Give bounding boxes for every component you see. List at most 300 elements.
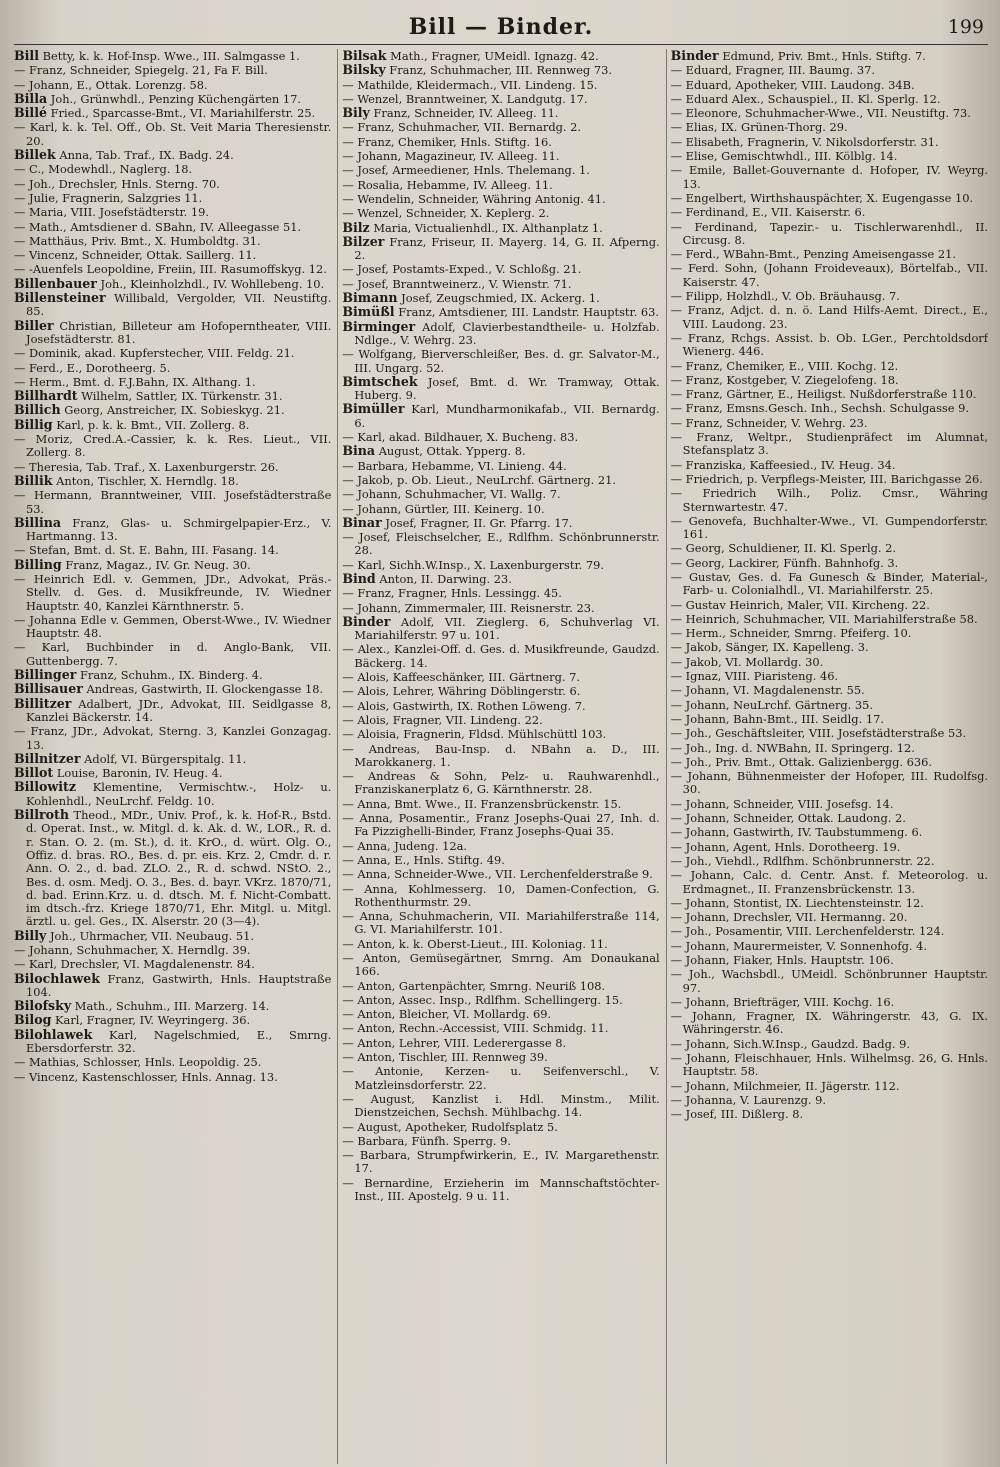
directory-entry — [671, 797, 988, 811]
entry-surname: Bimann — [342, 290, 398, 306]
entry-details: — Alex., Kanzlei-Off. d. Ges. d. Musikfreunde, Gaudzd. Bäckerg. 14. — [342, 642, 660, 670]
entry-details: — Joh., Ing. d. NWBahn, II. Springerg. 12. — [670, 740, 915, 755]
entry-details: — Johann, Magazineur, IV. Alleeg. 11. — [342, 149, 560, 164]
entry-surname: Billisauer — [14, 681, 83, 697]
entry-details: — Anton, Gemüsegärtner, Smrng. Am Donaukanal 166. — [342, 951, 660, 979]
entry-surname: Binder — [342, 613, 391, 629]
entry-details: Karl, Mundharmonikafab., VII. Bernardg. 6. — [354, 402, 660, 430]
entry-details: — Eleonore, Schuhmacher-Wwe., VII. Neustiftg. 73. — [670, 106, 971, 121]
directory-entry — [671, 486, 988, 514]
directory-entry — [342, 487, 659, 501]
directory-entry — [671, 514, 988, 542]
directory-entry — [671, 1079, 988, 1093]
entry-surname: Billina — [14, 514, 62, 530]
directory-entry — [14, 49, 331, 63]
entry-details: Josef, Fragner, II. Gr. Pfarrg. 17. — [381, 515, 573, 530]
directory-entry — [342, 63, 659, 77]
entry-surname: Billenbauer — [14, 275, 97, 291]
directory-entry — [342, 262, 659, 276]
directory-entry — [14, 957, 331, 971]
entry-details: — Anton, Lehrer, VIII. Lederergasse 8. — [342, 1035, 567, 1050]
entry-surname: Billig — [14, 416, 53, 432]
directory-entry — [342, 867, 659, 881]
directory-entry — [671, 49, 988, 63]
entry-surname: Billhardt — [14, 388, 78, 404]
entry-details: Joh., Grünwhdl., Penzing Küchengärten 17. — [47, 91, 301, 106]
entry-details: August, Ottak. Ypperg. 8. — [375, 444, 526, 459]
directory-entry — [671, 458, 988, 472]
directory-entry — [14, 558, 331, 572]
directory-entry — [671, 840, 988, 854]
directory-entry — [14, 460, 331, 474]
entry-details: Josef, Bmt. d. Wr. Tramway, Ottak. Huberg. 9. — [354, 374, 660, 403]
directory-entry — [671, 205, 988, 219]
entry-surname: Bilochlawek — [14, 970, 100, 986]
directory-entry — [342, 178, 659, 192]
directory-entry — [671, 612, 988, 626]
entry-details: Andreas, Gastwirth, II. Glockengasse 18. — [82, 682, 324, 697]
entry-details: — Franz, Chemiker, E., VIII. Kochg. 12. — [670, 358, 899, 373]
directory-entry — [671, 556, 988, 570]
entry-details: Edmund, Priv. Bmt., Hnls. Stiftg. 7. — [718, 49, 926, 63]
directory-entry — [342, 951, 659, 979]
entry-details: — Johann, VI. Magdalenenstr. 55. — [670, 683, 865, 698]
entry-details: — Joh., Priv. Bmt., Ottak. Galizienbergg. 636. — [670, 754, 932, 769]
entry-details: Willibald, Vergolder, VII. Neustiftg. 85. — [26, 291, 332, 319]
entry-details: — Wenzel, Schneider, X. Keplerg. 2. — [342, 206, 550, 221]
entry-details: — Johann, Calc. d. Centr. Anst. f. Meteorolog. u. Erdmagnet., II. Franzensbrückenstr. 13. — [670, 868, 988, 896]
entry-details: — Franz, Schneider, V. Wehrg. 23. — [670, 415, 868, 430]
entry-details: — Johann, Stontist, IX. Liechtensteinstr. 12. — [670, 895, 924, 910]
directory-entry — [671, 868, 988, 896]
directory-entry — [14, 375, 331, 389]
entry-surname: Billik — [14, 472, 53, 488]
entry-details: — Franz, Chemiker, Hnls. Stiftg. 16. — [342, 134, 552, 149]
directory-entry — [14, 697, 331, 725]
entry-details: — Josef, Postamts-Exped., V. Schloßg. 21. — [342, 262, 582, 277]
directory-entry — [671, 1009, 988, 1037]
entry-surname: Binder — [670, 49, 719, 63]
entry-details: Math., Schuhm., III. Marzerg. 14. — [71, 999, 270, 1014]
entry-surname: Bina — [342, 443, 376, 459]
entry-details: — Bernardine, Erzieherin im Mannschaftstöchter-Inst., III. Apostelg. 9 u. 11. — [342, 1175, 660, 1204]
directory-entry — [14, 516, 331, 544]
directory-entry — [671, 359, 988, 373]
entry-surname: Billé — [14, 105, 48, 121]
directory-entry — [14, 248, 331, 262]
entry-details: — Joh., Posamentir, VIII. Lerchenfelderstr. 124. — [670, 924, 945, 939]
entry-details: — Barbara, Fünfh. Sperrg. 9. — [342, 1133, 512, 1148]
directory-entry — [14, 220, 331, 234]
directory-entry — [14, 78, 331, 92]
entry-details: — Gustav, Ges. d. Fa Gunesch & Binder, Material-, Farb- u. Colonialhdl., VI. Mariahilferstr. 25. — [670, 569, 988, 598]
directory-entry — [342, 305, 659, 319]
directory-entry — [342, 1134, 659, 1148]
entry-details: — Engelbert, Wirthshauspächter, X. Eugengasse 10. — [670, 190, 974, 205]
directory-entry — [14, 262, 331, 276]
directory-entry — [342, 530, 659, 558]
entry-details: — Ferdinand, Tapezir.- u. Tischlerwarenhdl., II. Circusg. 8. — [670, 219, 988, 247]
directory-entry — [14, 291, 331, 319]
directory-entry — [342, 727, 659, 741]
entry-details: — Franz, Weltpr., Studienpräfect im Alumnat, Stefansplatz 3. — [670, 430, 988, 458]
directory-entry — [342, 120, 659, 134]
entry-details: — Johann, Milchmeier, II. Jägerstr. 112. — [670, 1078, 900, 1093]
directory-entry — [14, 403, 331, 417]
entry-details: Adolf, VI. Bürgerspitalg. 11. — [80, 751, 247, 766]
directory-entry — [671, 191, 988, 205]
entry-details: Louise, Baronin, IV. Heug. 4. — [53, 766, 223, 781]
directory-entry — [14, 752, 331, 766]
directory-entry — [14, 1013, 331, 1027]
directory-entry — [671, 712, 988, 726]
directory-entry — [14, 346, 331, 360]
directory-entry — [14, 488, 331, 516]
directory-entry — [671, 1037, 988, 1051]
directory-entry — [342, 516, 659, 530]
directory-entry — [671, 939, 988, 953]
directory-entry — [342, 192, 659, 206]
directory-entry — [342, 979, 659, 993]
entry-details: — Joh., Geschäftsleiter, VIII. Josefstädterstraße 53. — [670, 726, 967, 741]
directory-entry — [342, 558, 659, 572]
page-number: 199 — [947, 16, 984, 38]
entry-details: — Johann, Agent, Hnls. Dorotheerg. 19. — [670, 839, 901, 854]
entry-details: Wilhelm, Sattler, IX. Türkenstr. 31. — [77, 389, 283, 404]
entry-details: — Ferd., E., Dorotheerg. 5. — [14, 360, 171, 375]
directory-entry — [671, 92, 988, 106]
entry-details: — Barbara, Hebamme, VI. Linieng. 44. — [342, 458, 567, 473]
entry-details: — Theresia, Tab. Traf., X. Laxenburgerstr. 26. — [14, 459, 279, 474]
entry-details: — Heinrich Edl. v. Gemmen, JDr., Advokat, Präs.-Stellv. d. Ges. d. Musikfreunde, IV. Wiedner Hauptstr. 40, Kanzlei Kärnthnerstr. 5. — [14, 571, 332, 613]
entry-details: — Eduard, Apotheker, VIII. Laudong. 34B. — [670, 77, 915, 92]
directory-entry — [671, 401, 988, 415]
directory-entry — [671, 626, 988, 640]
entry-details: — Franz, Kostgeber, V. Ziegelofeng. 18. — [670, 372, 899, 387]
directory-entry — [671, 261, 988, 289]
directory-entry — [671, 135, 988, 149]
directory-entry — [14, 106, 331, 120]
directory-entry — [342, 699, 659, 713]
directory-entry — [14, 780, 331, 808]
directory-entry — [671, 854, 988, 868]
directory-entry — [342, 277, 659, 291]
directory-entry — [671, 416, 988, 430]
entry-details: — Franz, Adjct. d. n. ö. Land Hilfs-Aemt. Direct., E., VIII. Laudong. 23. — [670, 303, 988, 331]
entry-details: — Anna, Kohlmesserg. 10, Damen-Confection, G. Rothenthurmstr. 29. — [342, 881, 660, 909]
entry-details: — Johann, Gastwirth, IV. Taubstummeng. 6. — [670, 825, 923, 840]
directory-entry — [342, 670, 659, 684]
entry-surname: Bilsak — [342, 49, 387, 63]
directory-entry — [14, 191, 331, 205]
entry-details: Fried., Sparcasse-Bmt., VI. Mariahilferstr. 25. — [47, 106, 316, 121]
entry-surname: Billroth — [14, 807, 70, 823]
directory-entry — [342, 163, 659, 177]
directory-entry — [342, 769, 659, 797]
entry-surname: Bilzer — [342, 233, 385, 249]
directory-entry — [342, 78, 659, 92]
directory-entry — [14, 418, 331, 432]
directory-entry — [14, 148, 331, 162]
entry-details: — Franz, Schuhmacher, VII. Bernardg. 2. — [342, 120, 582, 135]
entry-surname: Bilz — [342, 219, 370, 235]
entry-details: — Hermann, Branntweiner, VIII. Josefstädterstraße 53. — [14, 488, 332, 516]
directory-entry — [14, 808, 331, 929]
directory-entry — [671, 120, 988, 134]
entry-details: — Herm., Schneider, Smrng. Pfeiferg. 10. — [670, 626, 912, 641]
directory-entry — [671, 387, 988, 401]
directory-entry — [671, 825, 988, 839]
entry-surname: Bilsky — [342, 62, 386, 78]
directory-entry — [342, 1092, 659, 1120]
directory-entry — [671, 640, 988, 654]
directory-entry — [342, 459, 659, 473]
entry-surname: Biller — [14, 317, 54, 333]
entry-details: — Franziska, Kaffeesied., IV. Heug. 34. — [670, 457, 896, 472]
entry-details: — Genovefa, Buchhalter-Wwe., VI. Gumpendorferstr. 161. — [670, 513, 988, 542]
entry-details: Franz, Friseur, II. Mayerg. 14, G. II. Afperng. 2. — [354, 234, 660, 263]
entry-details: Franz, Schuhmacher, III. Rennweg 73. — [385, 63, 612, 78]
entry-details: — Anton, Gartenpächter, Smrng. Neuriß 108. — [342, 978, 606, 993]
entry-surname: Bimtschek — [342, 373, 418, 389]
entry-details: — Johann, Bühnenmeister der Hofoper, III. Rudolfsg. 30. — [670, 769, 988, 797]
entry-details: — Jakob, p. Ob. Lieut., NeuLrchf. Gärtnerg. 21. — [342, 472, 617, 487]
entry-surname: Billek — [14, 147, 56, 163]
entry-surname: Billowitz — [14, 779, 76, 795]
entry-details: — Maria, VIII. Josefstädterstr. 19. — [14, 205, 210, 220]
directory-entry — [671, 106, 988, 120]
directory-entry — [14, 943, 331, 957]
directory-entry — [14, 92, 331, 106]
directory-entry — [342, 1148, 659, 1176]
entry-surname: Billnitzer — [14, 750, 81, 766]
entry-surname: Billinger — [14, 667, 77, 683]
entry-details: — Anna, E., Hnls. Stiftg. 49. — [342, 852, 505, 867]
directory-entry — [14, 1028, 331, 1056]
directory-entry — [14, 668, 331, 682]
entry-details: — Emile, Ballet-Gouvernante d. Hofoper, IV. Weyrg. 13. — [670, 163, 988, 191]
directory-entry — [671, 755, 988, 769]
directory-entry — [342, 684, 659, 698]
directory-entry — [342, 1120, 659, 1134]
directory-entry — [671, 726, 988, 740]
entry-details: — Wendelin, Schneider, Währing Antonig. 41. — [342, 191, 606, 206]
directory-entry — [14, 766, 331, 780]
column-2 — [337, 49, 659, 1464]
entry-details: — Anton, Rechn.-Accessist, VIII. Schmidg. 11. — [342, 1021, 609, 1036]
entry-details: — Anna, Posamentir., Franz Josephs-Quai 27, Inh. d. Fa Pizzighelli-Binder, Franz Josephs-Quai 35. — [342, 811, 660, 839]
entry-surname: Bimüller — [342, 401, 405, 417]
entry-details: Karl, Fragner, IV. Weyringerg. 36. — [51, 1013, 251, 1028]
entry-details: Anton, II. Darwing. 23. — [375, 571, 512, 586]
entry-details: — Wenzel, Branntweiner, X. Landgutg. 17. — [342, 91, 588, 106]
entry-surname: Billa — [14, 90, 48, 106]
entry-details: — Johann, Schneider, VIII. Josefsg. 14. — [670, 796, 894, 811]
directory-entry — [342, 430, 659, 444]
directory-entry — [671, 303, 988, 331]
directory-entry — [14, 1055, 331, 1069]
entry-details: — Eduard Alex., Schauspiel., II. Kl. Sperlg. 12. — [670, 91, 941, 106]
entry-details: Math., Fragner, UMeidl. Ignazg. 42. — [386, 49, 599, 63]
entry-details: Franz, Glas- u. Schmirgelpapier-Erz., V. Hartmanng. 13. — [26, 515, 332, 544]
entry-surname: Billing — [14, 556, 62, 572]
entry-details: — Joh., Viehdl., Rdlfhm. Schönbrunnerstr. 22. — [670, 853, 935, 868]
directory-entry — [671, 541, 988, 555]
entry-details: — Karl, k. k. Tel. Off., Ob. St. Veit Maria Theresienstr. 20. — [14, 120, 332, 148]
directory-entry — [14, 277, 331, 291]
entry-details: Adolf, Clavierbestandtheile- u. Holzfab. Ndlge., V. Wehrg. 23. — [354, 319, 660, 347]
entry-details: Joh., Kleinholzhdl., IV. Wohllebeng. 10. — [96, 276, 325, 291]
directory-entry — [14, 361, 331, 375]
entry-surname: Bilofsky — [14, 998, 72, 1014]
entry-details: — Elise, Gemischtwhdl., III. Kölblg. 14. — [670, 149, 898, 164]
entry-details: — Johann, Schuhmacher, X. Herndlg. 39. — [14, 943, 251, 957]
directory-entry — [342, 1176, 659, 1204]
column-1 — [14, 49, 331, 1464]
directory-entry — [671, 247, 988, 261]
entry-details: — Josef, Armeediener, Hnls. Thelemang. 1. — [342, 163, 590, 178]
entry-details: — Johanna, V. Laurenzg. 9. — [670, 1092, 827, 1107]
directory-entry — [342, 601, 659, 615]
directory-entry — [671, 63, 988, 77]
entry-details: — Dominik, akad. Kupferstecher, VIII. Feldg. 21. — [14, 346, 295, 361]
entry-details: — Anna, Judeng. 12a. — [342, 838, 467, 853]
entry-details: Franz, Schneider, IV. Alleeg. 11. — [369, 106, 559, 121]
entry-details: — Anna, Bmt. Wwe., II. Franzensbrückenstr. 15. — [342, 796, 622, 811]
directory-entry — [14, 572, 331, 613]
directory-entry — [14, 613, 331, 641]
entry-surname: Billot — [14, 765, 54, 781]
entry-details: — Anna, Schuhmacherin, VII. Mariahilferstraße 114, G. VI. Mariahilferstr. 101. — [342, 909, 660, 937]
entry-surname: Bilohlawek — [14, 1026, 93, 1042]
directory-entry — [342, 375, 659, 403]
entry-details: Klementine, Vermischtw.-, Holz- u. Kohlenhdl., NeuLrchf. Feldg. 10. — [26, 780, 332, 808]
column-3 — [666, 49, 988, 1464]
entry-details: — Aloisia, Fragnerin, Fldsd. Mühlschüttl 103. — [342, 727, 607, 742]
directory-entry — [342, 320, 659, 348]
directory-entry — [342, 797, 659, 811]
directory-entry — [671, 683, 988, 697]
entry-details: Joh., Uhrmacher, VII. Neubaug. 51. — [46, 928, 255, 943]
directory-entry — [14, 543, 331, 557]
entry-details: Franz, Amtsdiener, III. Landstr. Hauptstr. 63. — [394, 305, 660, 320]
directory-entry — [671, 910, 988, 924]
entry-details: — Wolfgang, Bierverschleißer, Bes. d. gr. Salvator-M., III. Ungarg. 52. — [342, 347, 660, 375]
directory-entry — [671, 741, 988, 755]
directory-entry — [14, 234, 331, 248]
directory-entry — [671, 220, 988, 248]
entry-details: — Anton, Tischler, III. Rennweg 39. — [342, 1050, 548, 1065]
directory-entry — [342, 92, 659, 106]
entry-details: — Antonie, Kerzen- u. Seifenverschl., V. Matzleinsdorferstr. 22. — [342, 1064, 660, 1092]
entry-details: — Jakob, VI. Mollardg. 30. — [670, 654, 824, 669]
directory-entry — [671, 373, 988, 387]
entry-details: — Ferd., WBahn-Bmt., Penzing Ameisengasse 21. — [670, 247, 956, 262]
entry-details: — Johann, Maurermeister, V. Sonnenhofg. 4. — [670, 938, 928, 953]
directory-entry — [342, 909, 659, 937]
entry-surname: Billitzer — [14, 695, 72, 711]
entry-details: — Johann, Fragner, IX. Währingerstr. 43, G. IX. Währingerstr. 46. — [670, 1009, 988, 1037]
directory-entry — [342, 235, 659, 263]
entry-details: — Johann, Schuhmacher, VI. Wallg. 7. — [342, 487, 561, 502]
entry-details: — Johann, Gürtler, III. Keinerg. 10. — [342, 501, 545, 516]
directory-entry — [671, 1093, 988, 1107]
directory-entry — [342, 291, 659, 305]
directory-entry — [14, 1070, 331, 1084]
directory-entry — [671, 811, 988, 825]
entry-surname: Billich — [14, 402, 61, 418]
directory-entry — [342, 206, 659, 220]
entry-details: — Moriz, Cred.A.-Cassier, k. k. Res. Lieut., VII. Zollerg. 8. — [14, 432, 332, 460]
entry-details: — Anton, Assec. Insp., Rdlfhm. Schellingerg. 15. — [342, 992, 623, 1007]
directory-entry — [342, 347, 659, 375]
directory-entry — [671, 163, 988, 191]
entry-surname: Bilog — [14, 1012, 52, 1028]
directory-entry — [14, 120, 331, 148]
entry-details: — Franz, Emsns.Gesch. Inh., Sechsh. Schulgasse 9. — [670, 401, 970, 416]
directory-entry — [671, 769, 988, 797]
entry-surname: Billensteiner — [14, 290, 106, 306]
directory-entry — [671, 430, 988, 458]
entry-details: — Johann, Schneider, Ottak. Laudong. 2. — [670, 811, 906, 826]
directory-entry — [342, 615, 659, 643]
entry-details: — -Auenfels Leopoldine, Freiin, III. Rasumoffskyg. 12. — [14, 262, 327, 277]
directory-entry — [342, 1021, 659, 1035]
directory-entry — [14, 724, 331, 752]
entry-details: — Anton, k. k. Oberst-Lieut., III. Koloniag. 11. — [342, 936, 608, 951]
directory-entry — [14, 682, 331, 696]
entry-details: — Alois, Fragner, VII. Lindeng. 22. — [342, 712, 543, 727]
entry-details: — Franz, Rchgs. Assist. b. Ob. LGer., Perchtoldsdorf Wienerg. 446. — [670, 330, 988, 359]
directory-entry — [14, 389, 331, 403]
directory-entry — [671, 896, 988, 910]
entry-surname: Billy — [14, 927, 47, 943]
entry-details: — Anna, Schneider-Wwe., VII. Lerchenfelderstraße 9. — [342, 867, 653, 882]
directory-entry — [342, 642, 659, 670]
directory-entry — [671, 669, 988, 683]
entry-details: — Stefan, Bmt. d. St. E. Bahn, III. Fasang. 14. — [14, 543, 279, 558]
entry-details: — Herm., Bmt. d. F.J.Bahn, IX. Althang. 1. — [14, 374, 256, 389]
entry-details: Karl, Nagelschmied, E., Smrng. Ebersdorferstr. 32. — [26, 1027, 332, 1056]
entry-details: Theod., MDr., Univ. Prof., k. k. Hof-R., Bstd. d. Operat. Inst., w. Mitgl. d. k. Ak. d. W., LOR., R. d. r. Stan. O. 2. (m. St.), d. it. KrO., d. würt. Olg. O., Offiz. d. bras. RO., Bes. d. pr. eis. Krz. 2, Cmdr. d. r. Ann. O. 2., d. bad. ZLO. 2., R. d. schwd. NStO. 2., Bes. d. osm. Medj. O. 3., Bes. d. bayr. VKrz. 1870/71, d. bad. Erinn.Krz. u. d. dtsch. M. f. Nicht-Combatt. im dtsch.-frz. Kriege 1870/71, Ehr. Mitgl. u. Mitgl. ärztl. u. gel. Ges., IX. Alserstr. 20 (3—4). — [26, 808, 332, 929]
directory-entry — [671, 967, 988, 995]
entry-details: Georg, Anstreicher, IX. Sobieskyg. 21. — [60, 403, 285, 418]
directory-entry — [342, 811, 659, 839]
entry-details: — Karl, akad. Bildhauer, X. Bucheng. 83. — [342, 430, 579, 445]
directory-entry — [671, 570, 988, 598]
entry-surname: Binar — [342, 514, 382, 530]
directory-entry — [342, 502, 659, 516]
directory-entry — [14, 205, 331, 219]
directory-entry — [342, 1050, 659, 1064]
entry-surname: Bind — [342, 570, 376, 586]
entry-details: Josef, Zeugschmied, IX. Ackerg. 1. — [397, 291, 600, 306]
entry-details: — Vincenz, Schneider, Ottak. Saillerg. 11. — [14, 248, 257, 263]
entry-details: — Elisabeth, Fragnerin, V. Nikolsdorferstr. 31. — [670, 134, 939, 149]
entry-details: — August, Kanzlist i. Hdl. Minstm., Milit. Dienstzeichen, Sechsh. Mühlbachg. 14. — [342, 1091, 660, 1120]
entry-details: — Johann, E., Ottak. Lorenzg. 58. — [14, 77, 208, 92]
directory-entry — [671, 472, 988, 486]
entry-surname: Bill — [14, 49, 39, 63]
directory-entry — [342, 221, 659, 235]
entry-details: — Franz, JDr., Advokat, Sterng. 3, Kanzlei Gonzagag. 13. — [14, 724, 332, 752]
directory-entry — [14, 640, 331, 668]
directory-entry — [342, 853, 659, 867]
directory-entry — [14, 162, 331, 176]
entry-details: Franz, Schuhm., IX. Binderg. 4. — [76, 668, 263, 683]
entry-details: Maria, Victualienhdl., IX. Althanplatz 1. — [369, 220, 603, 235]
entry-details: — Math., Amtsdiener d. SBahn, IV. Alleegasse 51. — [14, 219, 302, 234]
